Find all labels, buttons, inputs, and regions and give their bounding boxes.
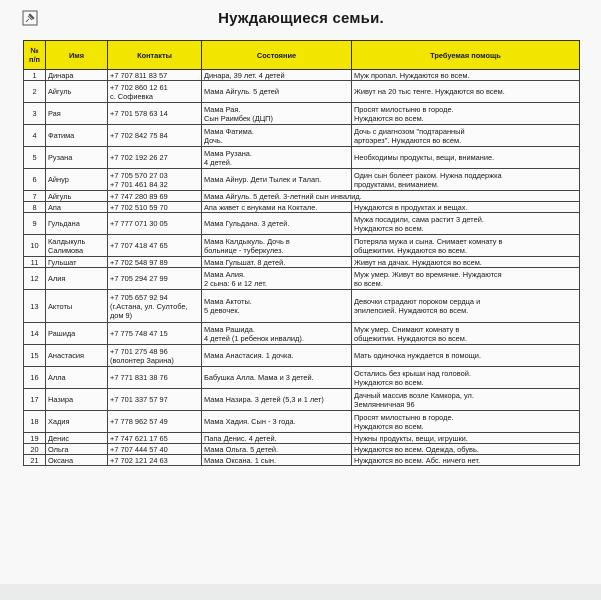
cell-name-line: Актоты <box>48 301 73 311</box>
page-title: Нуждающиеся семьи. <box>218 10 384 27</box>
cell-contacts-line: +7 702 510 59 70 <box>110 202 168 212</box>
cell-help-line: эпилепсией. Нуждаются во всем. <box>354 306 469 315</box>
cell-help-line: Просят милостыню в городе. <box>354 104 454 114</box>
cell-contacts <box>108 169 202 191</box>
cell-number: 10 <box>24 235 46 257</box>
cell-name <box>46 345 108 367</box>
cell-name <box>46 213 108 235</box>
cell-contacts <box>108 367 202 389</box>
cell-condition-line: Мама Гульшат. 8 детей. <box>204 257 286 267</box>
cell-condition-line: Мама Фатима. <box>204 126 254 136</box>
cell-name-line: Айгуль <box>48 191 72 201</box>
table-row <box>24 70 580 81</box>
cell-name <box>46 367 108 389</box>
cell-condition <box>202 202 352 213</box>
header-condition: Состояние <box>202 41 352 70</box>
cell-number: 15 <box>24 345 46 367</box>
cell-number: 3 <box>24 103 46 125</box>
table-row <box>24 125 580 147</box>
cell-contacts <box>108 444 202 455</box>
cell-condition <box>202 235 352 257</box>
cell-contacts-line: +7 702 842 75 84 <box>110 131 168 140</box>
cell-condition-line: 4 детей (1 ребенок инвалид). <box>204 333 304 343</box>
cell-help-line: Один сын болеет раком. Нужна поддержка <box>354 170 502 180</box>
table-row <box>24 81 580 103</box>
cell-name <box>46 433 108 444</box>
cell-contacts-line: +7 707 444 57 40 <box>110 444 168 454</box>
cell-help <box>352 70 580 81</box>
cell-name-line: Хадия <box>48 417 70 426</box>
cell-condition-line: 5 девочек. <box>204 306 240 315</box>
cell-condition-line: Мама Анастасия. 1 дочка. <box>204 351 294 360</box>
cell-name-line: Назира <box>48 395 74 404</box>
cell-help <box>352 323 580 345</box>
cell-contacts <box>108 389 202 411</box>
cell-condition-line: Сын Раимбек (ДЦП) <box>204 113 273 123</box>
cell-name <box>46 268 108 290</box>
cell-name <box>46 169 108 191</box>
table-row <box>24 411 580 433</box>
cell-help <box>352 444 580 455</box>
cell-number: 1 <box>24 70 46 81</box>
table-row <box>24 169 580 191</box>
cell-contacts <box>108 323 202 345</box>
cell-contacts-line: +7 702 548 97 89 <box>110 257 168 267</box>
cell-condition <box>202 444 352 455</box>
cell-help <box>352 345 580 367</box>
cell-contacts-line: (волонтер Зарина) <box>110 355 174 365</box>
cell-contacts-line: +7 701 275 48 96 <box>110 346 168 356</box>
table-body <box>24 70 580 466</box>
cell-name <box>46 70 108 81</box>
cell-name <box>46 81 108 103</box>
header-name: Имя <box>46 41 108 70</box>
cell-help-line: общежитии. Нуждаются во всем. <box>354 245 467 255</box>
cell-name-line: Алия <box>48 274 66 283</box>
cell-name-line: Салимова <box>48 245 84 255</box>
cell-condition <box>202 290 352 323</box>
table-row <box>24 257 580 268</box>
cell-contacts-line: +7 701 337 57 97 <box>110 395 168 404</box>
cell-name <box>46 125 108 147</box>
cell-name-line: Калдыкуль <box>48 236 86 246</box>
cell-number: 5 <box>24 147 46 169</box>
cell-number: 16 <box>24 367 46 389</box>
cell-help <box>352 433 580 444</box>
cell-contacts <box>108 81 202 103</box>
cell-help-line: Нуждаются в продуктах и вещах. <box>354 202 468 212</box>
cell-contacts-line: +7 747 280 89 69 <box>110 191 168 201</box>
cell-number: 2 <box>24 81 46 103</box>
cell-name <box>46 191 108 202</box>
table-row <box>24 103 580 125</box>
cell-help-line: Просят милостыню в городе. <box>354 412 454 422</box>
cell-help <box>352 367 580 389</box>
cell-help <box>352 455 580 466</box>
cell-help <box>352 147 580 169</box>
cell-contacts <box>108 268 202 290</box>
cell-help-line: Нуждаются во всем. <box>354 223 424 233</box>
cell-number: 4 <box>24 125 46 147</box>
table-row <box>24 345 580 367</box>
cell-contacts-line: +7 775 748 47 15 <box>110 329 168 338</box>
cell-help-line: во всем. <box>354 278 383 288</box>
cell-name <box>46 455 108 466</box>
cell-help-line: Мать одиночка нуждается в помощи. <box>354 351 481 360</box>
cell-condition-line: Мама Актоты. <box>204 297 252 306</box>
cell-condition-line: Папа Денис. 4 детей. <box>204 433 277 443</box>
cell-contacts-line: +7 777 071 30 05 <box>110 219 168 228</box>
cell-help <box>352 81 580 103</box>
cell-contacts-line: +7 707 811 83 57 <box>110 70 168 80</box>
table-row <box>24 389 580 411</box>
cell-contacts-line: +7 702 192 26 27 <box>110 153 168 162</box>
cell-name <box>46 147 108 169</box>
cell-condition-line: 2 сына: 6 и 12 лет. <box>204 278 267 288</box>
cell-contacts-line: с. Софиевка <box>110 91 154 101</box>
cell-help <box>352 125 580 147</box>
cell-help <box>352 202 580 213</box>
cell-help-line: Мужа посадили, сама растит 3 детей. <box>354 214 484 224</box>
cell-condition-line: Мама Рая. <box>204 104 241 114</box>
table-row <box>24 323 580 345</box>
cell-condition <box>202 125 352 147</box>
cell-condition-line: Мама Назира. 3 детей (5,3 и 1 лет) <box>204 395 324 404</box>
table-row <box>24 213 580 235</box>
cell-help-line: Нужны продукты, вещи, игрушки. <box>354 433 468 443</box>
cell-name-line: Фатима <box>48 131 75 140</box>
table-row <box>24 235 580 257</box>
table-header-row <box>24 41 580 70</box>
cell-condition-line: Дочь. <box>204 135 223 145</box>
cell-contacts <box>108 213 202 235</box>
header-help: Требуемая помощь <box>352 41 580 70</box>
cell-contacts-line: +7 702 860 12 61 <box>110 82 168 92</box>
cell-condition-line: Апа живет с внуками на Коктале. <box>204 202 318 212</box>
cell-help <box>352 169 580 191</box>
cell-condition <box>202 268 352 290</box>
cell-condition-line: Мама Гульдана. 3 детей. <box>204 219 290 228</box>
cell-help-line: Дочь с диагнозом "подтаранный <box>354 126 465 136</box>
cell-name-line: Рашида <box>48 329 76 338</box>
title-bar <box>16 8 586 34</box>
cell-contacts-line: (г.Астана, ул. Султобе, <box>110 301 188 311</box>
cell-condition <box>202 455 352 466</box>
cell-help <box>352 389 580 411</box>
cell-condition-line: больнице - туберкулез. <box>204 245 284 255</box>
cell-name <box>46 389 108 411</box>
cell-condition <box>202 191 580 202</box>
cell-contacts-line: +7 701 578 63 14 <box>110 109 168 118</box>
cell-contacts <box>108 257 202 268</box>
cell-name <box>46 235 108 257</box>
table-row <box>24 367 580 389</box>
cell-name <box>46 444 108 455</box>
cell-contacts <box>108 235 202 257</box>
cell-condition <box>202 323 352 345</box>
cell-name <box>46 202 108 213</box>
cell-condition <box>202 367 352 389</box>
cell-name-line: Апа <box>48 202 62 212</box>
cell-condition-line: 4 детей. <box>204 157 232 167</box>
cell-name-line: Айгуль <box>48 87 72 96</box>
cell-condition <box>202 70 352 81</box>
cell-name-line: Анастасия <box>48 351 85 360</box>
cell-condition <box>202 345 352 367</box>
cell-condition <box>202 147 352 169</box>
cell-condition <box>202 213 352 235</box>
cell-contacts-line: +7 778 962 57 49 <box>110 417 168 426</box>
cell-contacts <box>108 202 202 213</box>
cell-help-line: Живут на дачах. Нуждаются во всем. <box>354 257 482 267</box>
cell-help <box>352 235 580 257</box>
cell-condition-line: Мама Айгуль. 5 детей <box>204 87 280 96</box>
table-row <box>24 433 580 444</box>
cell-help <box>352 290 580 323</box>
cell-contacts-line: +7 705 657 92 94 <box>110 292 168 302</box>
cell-contacts <box>108 411 202 433</box>
cell-number: 11 <box>24 257 46 268</box>
cell-help-line: Нуждаются во всем. Одежда, обувь. <box>354 444 479 454</box>
cell-condition <box>202 81 352 103</box>
cell-condition-line: Мама Хадия. Сын - 3 года. <box>204 417 296 426</box>
cell-help-line: Необходимы продукты, вещи, внимание. <box>354 153 495 162</box>
cell-name-line: Рузана <box>48 153 73 162</box>
header-contacts: Контакты <box>108 41 202 70</box>
cell-name <box>46 103 108 125</box>
cell-number: 14 <box>24 323 46 345</box>
cell-name <box>46 290 108 323</box>
cell-help-line: Муж пропал. Нуждаются во всем. <box>354 70 470 80</box>
bottom-band <box>0 584 601 600</box>
table-row <box>24 290 580 323</box>
cell-condition-line: Мама Алия. <box>204 269 246 279</box>
cell-contacts <box>108 191 202 202</box>
cell-help-line: Муж умер. Снимают комнату в <box>354 324 460 334</box>
cell-condition-line: Мама Калдыкуль. Дочь в <box>204 236 290 246</box>
cell-condition <box>202 103 352 125</box>
cell-help-line: общежитии. Нуждаются во всем. <box>354 333 467 343</box>
cell-contacts <box>108 103 202 125</box>
cell-condition-line: Мама Рузана. <box>204 148 252 158</box>
cell-help <box>352 411 580 433</box>
cell-condition-line: Мама Ольга. 5 детей. <box>204 444 279 454</box>
cell-contacts <box>108 433 202 444</box>
cell-contacts-line: +7 705 294 27 99 <box>110 274 168 283</box>
cell-contacts <box>108 147 202 169</box>
cell-number: 19 <box>24 433 46 444</box>
cell-help <box>352 213 580 235</box>
cell-name-line: Денис <box>48 433 70 443</box>
table-row <box>24 268 580 290</box>
cell-help <box>352 103 580 125</box>
cell-name-line: Айнур <box>48 175 69 184</box>
cell-help <box>352 268 580 290</box>
cell-contacts-line: дом 9) <box>110 310 133 320</box>
cell-contacts-line: +7 701 461 84 32 <box>110 179 168 189</box>
cell-condition-line: Мама Айнур. Дети Тылек и Талап. <box>204 175 322 184</box>
cell-help <box>352 257 580 268</box>
cell-name <box>46 257 108 268</box>
cell-help-line: артоэрез". Нуждаются во всем. <box>354 135 462 145</box>
cell-number: 20 <box>24 444 46 455</box>
cell-name-line: Гульдана <box>48 219 80 228</box>
cell-number: 6 <box>24 169 46 191</box>
cell-condition <box>202 433 352 444</box>
cell-help-line: Нуждаются во всем. <box>354 113 424 123</box>
cell-condition <box>202 411 352 433</box>
cell-contacts <box>108 455 202 466</box>
cell-condition-line: Мама Айгуль. 5 детей. 3-летний сын инвалид. <box>204 191 362 201</box>
cell-help-line: Девочки страдают пороком сердца и <box>354 297 481 306</box>
cell-number: 13 <box>24 290 46 323</box>
header-number: № п/п <box>24 41 46 70</box>
cell-number: 18 <box>24 411 46 433</box>
cell-condition <box>202 169 352 191</box>
cell-condition <box>202 389 352 411</box>
cell-contacts <box>108 345 202 367</box>
cell-contacts-line: +7 705 570 27 03 <box>110 170 168 180</box>
table-row <box>24 202 580 213</box>
table-row <box>24 455 580 466</box>
cell-name-line: Рая <box>48 109 61 118</box>
cell-help-line: Живут на 20 тыс тенге. Нуждаются во всем. <box>354 87 505 96</box>
cell-condition <box>202 257 352 268</box>
cell-help-line: Землянничная 96 <box>354 399 415 409</box>
cell-number: 7 <box>24 191 46 202</box>
cell-contacts <box>108 125 202 147</box>
cell-name-line: Оксана <box>48 455 74 465</box>
cell-condition-line: Бабушка Алла. Мама и 3 детей. <box>204 373 314 382</box>
cell-number: 17 <box>24 389 46 411</box>
cell-contacts-line: +7 747 621 17 65 <box>110 433 168 443</box>
cell-contacts <box>108 70 202 81</box>
cell-condition-line: Динара, 39 лет. 4 детей <box>204 70 285 80</box>
cell-contacts-line: +7 707 418 47 65 <box>110 241 168 250</box>
cell-number: 12 <box>24 268 46 290</box>
cell-name-line: Алла <box>48 373 66 382</box>
cell-help-line: Дачный массив возле Камкора, ул. <box>354 390 474 400</box>
cell-help-line: Остались без крыши над головой. <box>354 368 471 378</box>
cell-condition-line: Мама Рашида. <box>204 324 255 334</box>
families-table <box>23 40 580 466</box>
cell-help-line: Потеряла мужа и сына. Снимает комнату в <box>354 236 503 246</box>
cell-contacts-line: +7 702 121 24 63 <box>110 455 168 465</box>
cell-name-line: Гульшат <box>48 257 77 267</box>
cell-number: 8 <box>24 202 46 213</box>
cell-help-line: Муж умер. Живут во времянке. Нуждаются <box>354 269 502 279</box>
cell-condition-line: Мама Оксана. 1 сын. <box>204 455 277 465</box>
cell-contacts <box>108 290 202 323</box>
cell-name <box>46 323 108 345</box>
cell-number: 9 <box>24 213 46 235</box>
cell-help-line: Нуждаются во всем. <box>354 377 424 387</box>
table-row <box>24 444 580 455</box>
cell-name-line: Динара <box>48 70 74 80</box>
cell-help-line: Нуждаются во всем. <box>354 421 424 431</box>
cell-help-line: продуктами, вниманием. <box>354 179 439 189</box>
cell-contacts-line: +7 771 831 38 76 <box>110 373 168 382</box>
table-row <box>24 147 580 169</box>
cell-help-line: Нуждаются во всем. Абс. ничего нет. <box>354 455 481 465</box>
cell-name-line: Ольга <box>48 444 69 454</box>
cell-number: 21 <box>24 455 46 466</box>
table-row <box>24 191 580 202</box>
cell-name <box>46 411 108 433</box>
